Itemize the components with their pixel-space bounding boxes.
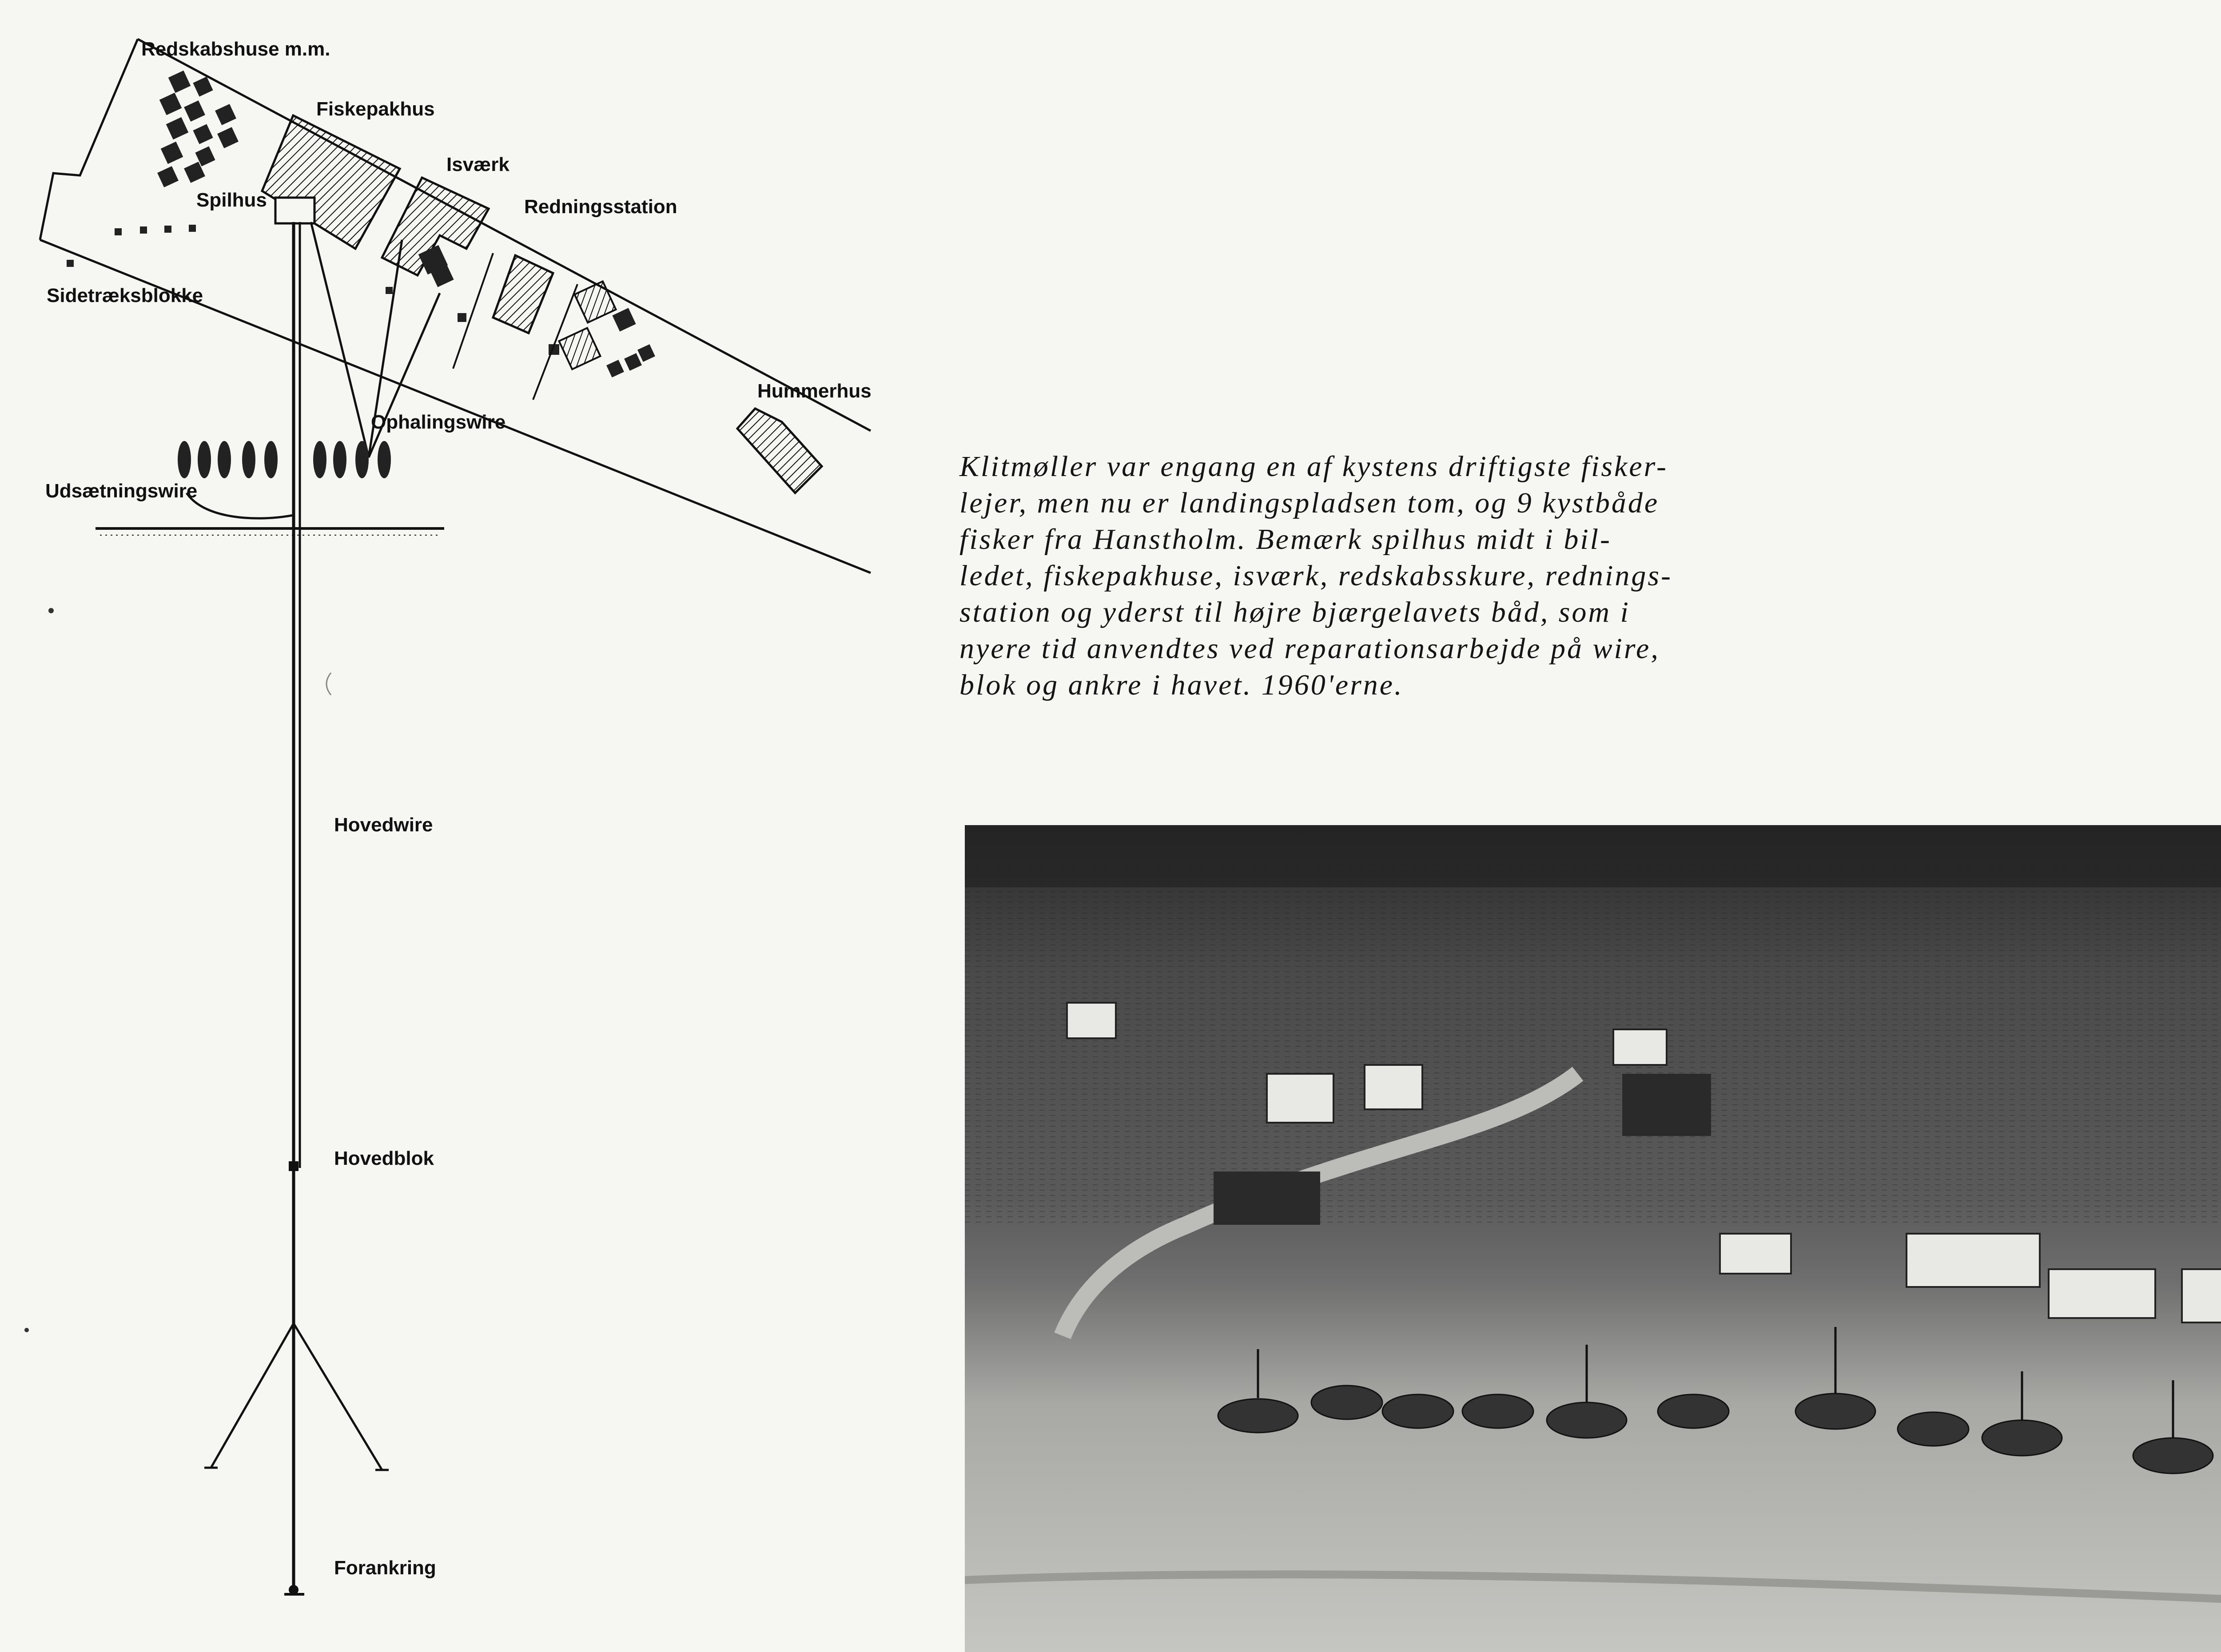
label-hovedblok: Hovedblok	[334, 1148, 434, 1169]
label-forankring: Forankring	[334, 1557, 436, 1579]
label-hovedwire: Hovedwire	[334, 814, 433, 836]
launch-wire	[187, 493, 294, 518]
anchor-icon	[284, 1586, 304, 1594]
label-fiskepakhus: Fiskepakhus	[316, 98, 435, 120]
aerial-photo	[965, 825, 2221, 1652]
label-spilhus: Spilhus	[196, 189, 267, 211]
tool-sheds	[157, 71, 239, 187]
label-udsaetningswire: Udsætningswire	[45, 480, 198, 502]
horizon-band	[965, 825, 2221, 887]
photo-caption: Klitmøller var engang en af kystens driftigste fisker- lejer, men nu er landingspladsen tom, og 9 kystbåde fisker fra Hanstholm. Bemærk spilhus midt i bil- ledet, fiskepakhuse, isværk, redskabsskure, rednings- station og yderst til højre bjærgelavets båd, som i nyere tid anvendtes ved reparationsarbejde på wire, blok og ankre i havet. 1960'erne.	[959, 450, 1673, 701]
label-sidetraeksblokke: Sidetræksblokke	[47, 285, 203, 306]
lobster-house	[737, 409, 822, 493]
label-hummerhus: Hummerhus	[757, 380, 872, 402]
label-isvaerk: Isværk	[446, 154, 509, 175]
stray-mark-2	[24, 1328, 29, 1332]
label-ophalingswire: Ophalingswire	[371, 411, 506, 433]
main-block	[289, 1161, 299, 1171]
anchor-spread	[204, 1323, 389, 1470]
beached-boats	[178, 441, 391, 478]
main-wire	[294, 222, 300, 1590]
fish-packing-house	[262, 115, 400, 249]
label-redningsstation: Redningsstation	[524, 196, 677, 218]
label-redskabshuse: Redskabshuse m.m.	[141, 38, 330, 60]
small-buildings	[458, 281, 655, 377]
rescue-station	[493, 255, 553, 333]
shoreline	[96, 528, 444, 535]
stray-mark-3	[326, 673, 331, 695]
harbor-plan-diagram	[0, 0, 951, 1652]
stray-mark	[48, 608, 54, 613]
winch-house	[275, 198, 314, 223]
